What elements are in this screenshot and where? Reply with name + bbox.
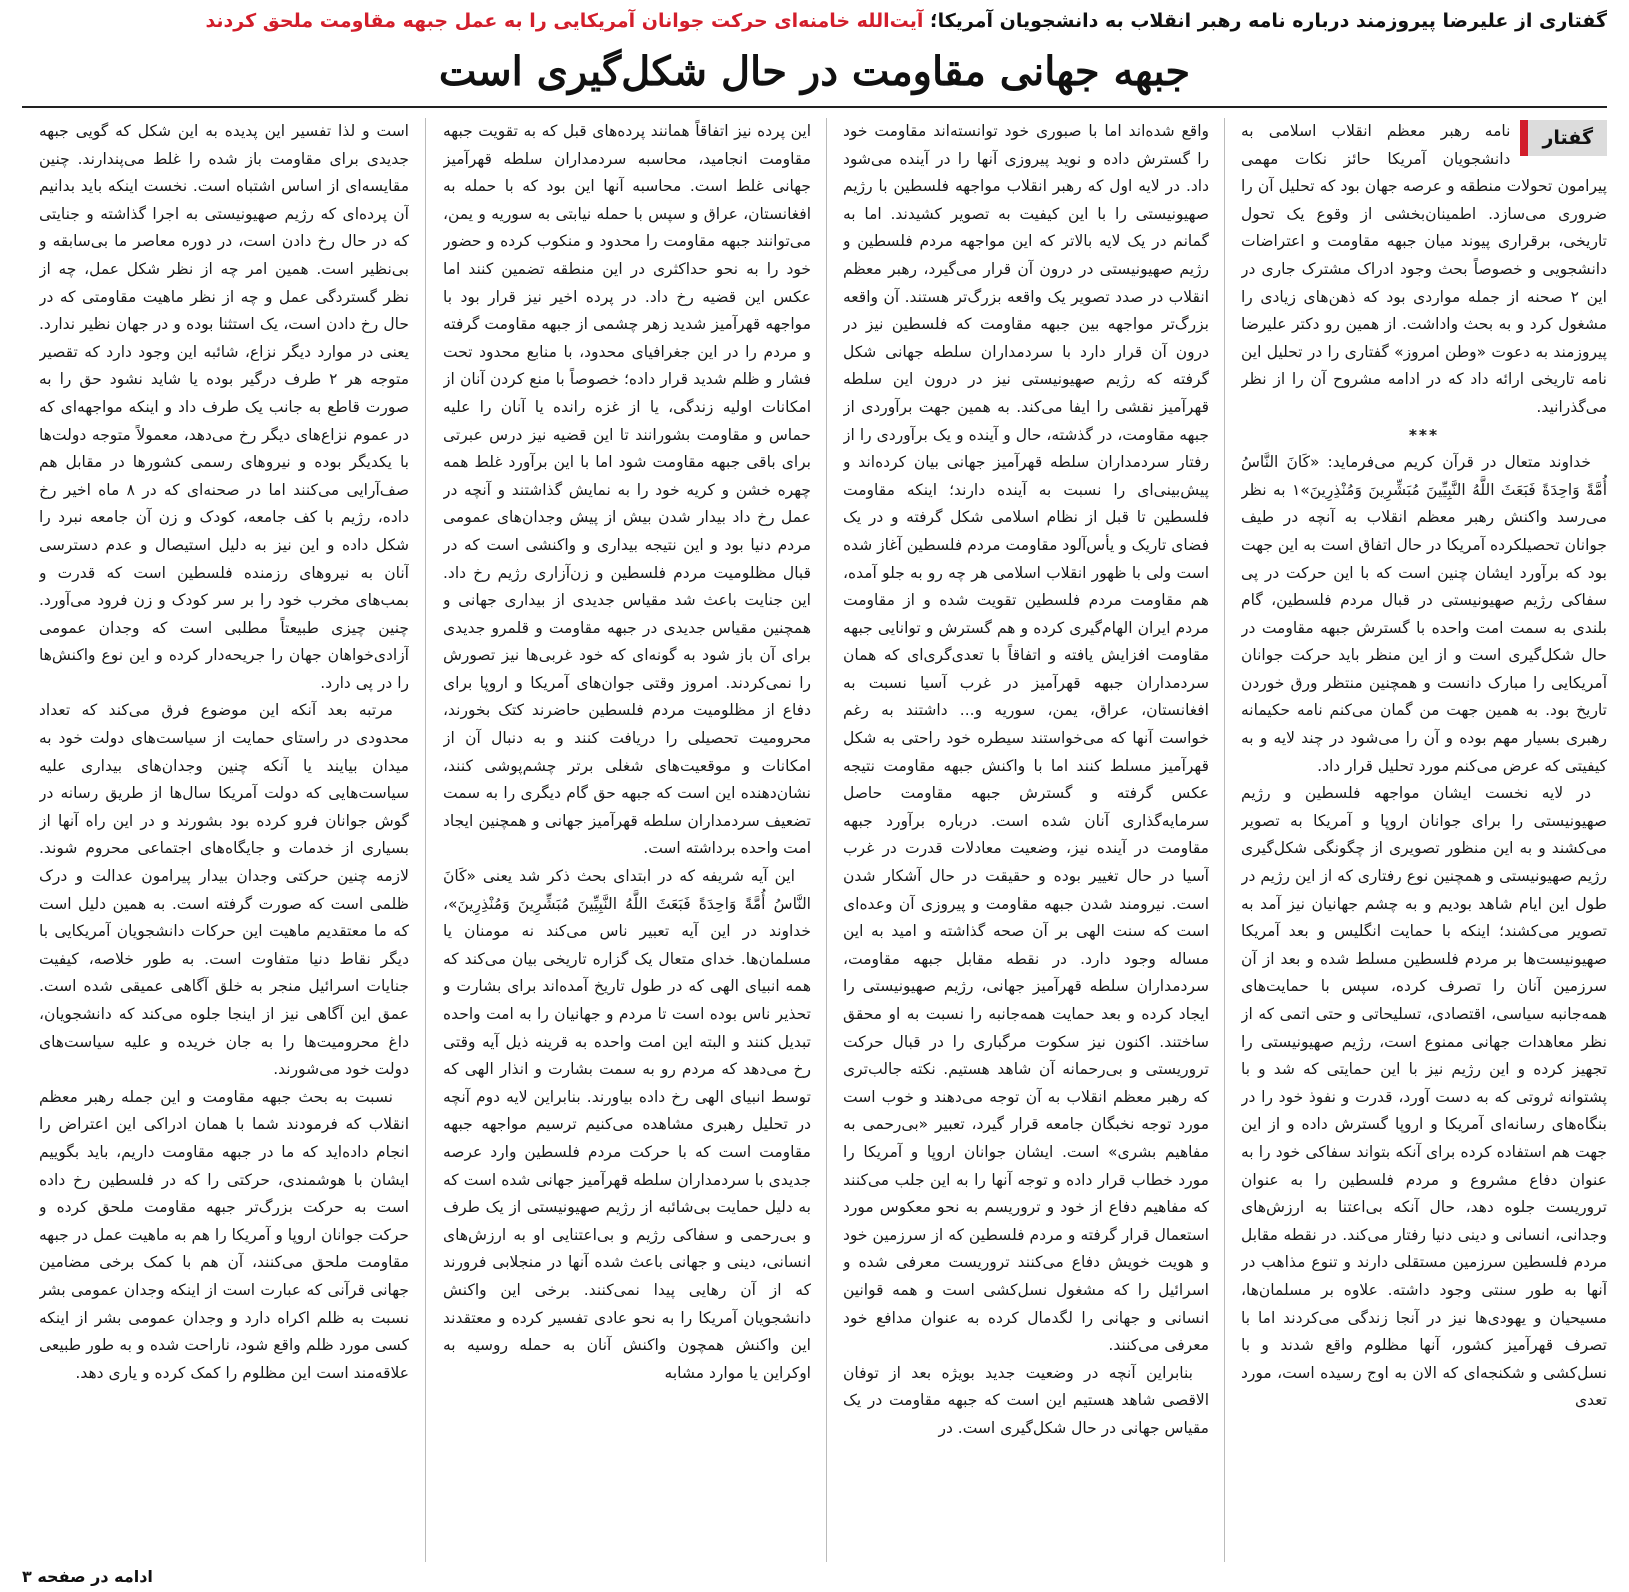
paragraph: در لایه نخست ایشان مواجهه فلسطین و رژیم صهیونیستی را برای جوانان اروپا و آمریکا به تصویر می‌کشند و به این منظور تصویری از چگونگی شکل‌گیری رژیم صهیونیستی و همچنین نوع رفتاری که از این رژیم در طول این ایام شاهد بودیم و به چشم جهانیان نیز آمد به تصویر می‌کشند؛ اینکه با حمایت انگلیس و بعد آمریکا صهیونیست‌ها بر مردم فلسطین مسلط شده و بعد از آن سرزمین آنان را تصرف کرده، سپس با حمایت‌های همه‌جانبه سیاسی، اقتصادی، تسلیحاتی و حتی اتمی که از نظر معاهدات جهانی ممنوع است، رژیم صهیونیستی را تجهیز کرده و این رژیم نیز با این حمایتی که شد و با پشتوانه ثروتی که به دست آورد، قدرت و نفوذ خود را در بنگاه‌های رسانه‌ای آمریکا و اروپا گسترش داده و از این جهت هم استفاده کرده برای آنکه بتواند سفاکی خود را به عنوان دفاع مشروع و مردم فلسطین را به عنوان تروریست جلوه دهد، حال آنکه بی‌اعتنا به ارزش‌های وجدانی، انسانی و دینی دنیا رفتار می‌کند. در نقطه مقابل مردم فلسطین سرزمین مستقلی دارند و تنوع مذاهب در آنها به طور سنتی وجود داشته. علاوه بر مسلمان‌ها، مسیحیان و یهودی‌ها نیز در آنجا زندگی می‌کردند اما با تصرف قهرآمیز کشور، آنها مظلوم واقع شدند و با نسل‌کشی و شکنجه‌ای که الان به اوج رسیده است، مورد تعدی xyxy=(1241,784,1607,1410)
paragraph: بنابراین آنچه در وضعیت جدید بویژه بعد از توفان الاقصی شاهد هستیم این است که جبهه مقاومت در یک مقیاس جهانی در حال شکل‌گیری است. در xyxy=(843,1363,1209,1437)
kicker-line xyxy=(22,6,1607,36)
headline-rule xyxy=(22,106,1607,108)
paragraph: این پرده نیز اتفاقاً همانند پرده‌های قبل که به تقویت جبهه مقاومت انجامید، محاسبه سردمداران سلطه قهرآمیز جهانی غلط است. محاسبه آنها این بود که با حمله به افغانستان، عراق و سپس با حمله نیابتی به سوریه و یمن، می‌توانند جبهه مقاومت را محدود و منکوب کرده و حضور خود را به نحو حداکثری در این منطقه تضمین کنند اما عکس این قضیه رخ داد. در پرده اخیر نیز قرار بود با مواجهه قهرآمیز شدید زهر چشمی از جبهه مقاومت گرفته و مردم را در این جغرافیای محدود، با منابع محدود تحت فشار و ظلم شدید قرار داده؛ خصوصاً با منع کردن آنان از امکانات اولیه زندگی، یا از غزه رانده یا آنان را علیه حماس و مقاومت بشورانند تا این قضیه نیز درس عبرتی برای باقی جبهه مقاومت شود اما با این برآورد غلط همه چهره خشن و کریه خود را به نمایش گذاشتند و آنچه در عمل رخ داد بیدار شدن بیش از پیش وجدان‌های عمومی مردم دنیا بود و این نتیجه بیداری و واکنشی است که در قبال مظلومیت مردم فلسطین و زن‌آزاری رژیم رخ داد. این جنایت باعث شد مقیاس جدیدی از بیداری جهانی و همچنین مقیاس جدیدی در جبهه مقاومت و قلمرو جدیدی برای آن باز شود به گونه‌ای که خود غربی‌ها نیز تصورش را نمی‌کردند. امروز وقتی جوان‌های آمریکا و اروپا برای دفاع از مظلومیت مردم فلسطین حاضرند کتک بخورند، محرومیت تحصیلی را دریافت کنند و به دنبال آن از امکانات و موقعیت‌های شغلی برتر چشم‌پوشی کنند، نشان‌دهنده این است که جبهه حق گام دیگری را به سمت تضعیف سردمداران سلطه قهرآمیز جهانی و همچنین ایجاد امت واحده برداشته است. xyxy=(443,122,811,858)
article-column-1 xyxy=(1241,118,1607,1562)
paragraph: خداوند متعال در قرآن کریم می‌فرماید: «کَانَ النَّاسُ أُمَّةً وَاحِدَةً فَبَعَثَ اللَّهُ النَّبِيِّينَ مُبَشِّرِينَ وَمُنْذِرِينَ»۱ به نظر می‌رسد واکنش رهبر معظم انقلاب به آنچه در طیف جوانان تحصیلکرده آمریکا در حال اتفاق است به این جهت بود که برآورد ایشان چنین است که با این حرکت در پی سفاکی رژیم صهیونیستی در قبال مردم فلسطین، گام بلندی به سمت امت واحده با گسترش جبهه مقاومت در حال شکل‌گیری است و از این منظر باید حرکت جوانان آمریکایی را مبارک دانست و همچنین منتظر ورق خوردن تاریخ بود. به همین جهت من گمان می‌کنم نامه حکیمانه رهبری بسیار مهم بوده و آن را می‌شود در چند لایه و به کیفیتی که عرض می‌کنم مورد تحلیل قرار داد. xyxy=(1241,453,1607,775)
paragraph: نسبت به بحث جبهه مقاومت و این جمله رهبر معظم انقلاب که فرمودند شما با همان ادراکی این اعتراض را انجام داده‌اید که ما در جبهه مقاومت داریم، باید بگوییم ایشان با هوشمندی، حرکتی را که در فلسطین رخ داده است به حرکت بزرگ‌تر جبهه مقاومت ملحق کرده و حرکت جوانان اروپا و آمریکا را هم به ماهیت عمل در جبهه مقاومت ملحق می‌کنند، آن هم با کمک برخی مضامین جهانی قرآنی که عبارت است از اینکه وجدان عمومی بشر نسبت به ظلم اکراه دارد و وجدان عمومی بشر از اینکه کسی مورد ظلم واقع شود، ناراحت شده و به طور طبیعی علاقه‌مند است این مظلوم را کمک کرده و یاری دهد. xyxy=(39,1087,409,1382)
paragraph: این آیه شریفه که در ابتدای بحث ذکر شد یعنی «کَانَ النَّاسُ أُمَّةً وَاحِدَةً فَبَعَثَ اللَّهُ النَّبِيِّينَ مُبَشِّرِينَ وَمُنْذِرِينَ»، خداوند در این آیه تعبیر ناس می‌کند نه مومنان یا مسلمان‌ها. خدای متعال یک گزاره تاریخی بیان می‌کند که همه انبیای الهی که در طول تاریخ آمده‌اند برای بشارت و تحذیر ناس بوده است تا مردم و جهانیان را به امت واحده تبدیل کنند و البته این امت واحده به قرینه ذیل آیه وقتی رخ می‌دهد که مردم رو به سمت بشارت و انذار الهی که توسط انبیای الهی رخ داده بیاورند. بنابراین لایه دوم آنچه در تحلیل رهبری مشاهده می‌کنیم ترسیم مواجهه جبهه مقاومت است که با حرکت مردم فلسطین وارد عرصه جدیدی با سردمداران سلطه قهرآمیز جهانی شده است که به دلیل حمایت بی‌شائبه از رژیم صهیونیستی از یک طرف و بی‌رحمی و سفاکی رژیم و بی‌اعتنایی او به ارزش‌های انسانی، دینی و جهانی باعث شده آنها در منجلابی فرورند که از آن رهایی پیدا نمی‌کنند. برخی این واکنش دانشجویان آمریکا را به نحو عادی تفسیر کرده و معتقدند این واکنش همچون واکنش آنان به حمله روسیه به اوکراین یا موارد مشابه xyxy=(443,867,811,1382)
section-badge-bar xyxy=(1520,120,1528,156)
column-divider xyxy=(1224,118,1225,1562)
column-divider xyxy=(826,118,827,1562)
column-divider xyxy=(425,118,426,1562)
section-badge-label: گفتار xyxy=(1528,120,1607,156)
paragraph: مرتبه بعد آنکه این موضوع فرق می‌کند که تعداد محدودی در راستای حمایت از سیاست‌های دولت خود به میدان بیایند یا آنکه چنین وجدان‌های بیداری علیه سیاست‌هایی که دولت آمریکا سال‌ها از طریق رسانه در گوش جوانان فرو کرده بود بشورند و در این راه آنها از بسیاری از خدمات و جایگاه‌های اجتماعی محروم شوند. لازمه چنین حرکتی وجدان بیدار پیرامون عدالت و درک ظلمی است که صورت گرفته است. به همین دلیل است که ما معتقدیم ماهیت این حرکات دانشجویان آمریکایی با دیگر نقاط دنیا متفاوت است. به طور خلاصه، کیفیت جنایات اسرائیل منجر به خلق آگاهی عمیقی شده است. عمق این آگاهی نیز از اینجا جلوه می‌کند که دانشجویان، داغ محرومیت‌ها را به جان خریده و علیه سیاست‌های دولت خود می‌شورند. xyxy=(39,701,409,1079)
intro-paragraph: نامه رهبر معظم انقلاب اسلامی به دانشجویان آمریکا حائز نکات مهمی پیرامون تحولات منطقه و عرصه جهان بود که تحلیل آن را ضروری می‌سازد. اطمینان‌بخشی از وقوع یک تحول تاریخی، برقراری پیوند میان جبهه مقاومت و اعتراضات دانشجویی و خصوصاً بحث وجود ادراک مشترک جاری در این ۲ صحنه از جمله مواردی بود که ذهن‌های زیادی را مشغول کرد و به بحث واداشت. از همین رو دکتر علیرضا پیروزمند به دعوت «وطن امروز» گفتاری را در تحلیل این نامه تاریخی ارائه داد که در ادامه مشروح آن را از نظر می‌گذرانید. xyxy=(1241,122,1607,416)
section-badge xyxy=(1520,120,1607,156)
paragraph: است و لذا تفسیر این پدیده به این شکل که گویی جبهه جدیدی برای مقاومت باز شده را غلط می‌پندارند. چنین مقایسه‌ای از اساس اشتباه است. نخست اینکه باید بدانیم آن پرده‌ای که رژیم صهیونیستی به اجرا گذاشته و جنایتی که در حال رخ دادن است، در دوره معاصر ما بی‌سابقه و بی‌نظیر است. همین امر چه از نظر شکل عمل، چه از نظر گستردگی عمل و چه از نظر ماهیت مقاومتی که در حال رخ دادن است، یک استثنا بوده و در جهان نظیر ندارد. یعنی در موارد دیگر نزاع، شائبه این وجود دارد که تقصیر متوجه هر ۲ طرف درگیر بوده یا شاید نشود حق را به صورت قاطع به جانب یک طرف داد و اینکه مواجهه‌ای که در عموم نزاع‌های دیگر رخ می‌دهد، معمولاً متوجه دولت‌ها با یکدیگر بوده و نیروهای رسمی کشورها در مقابل هم صف‌آرایی می‌کنند اما در صحنه‌ای که در ۸ ماه اخیر رخ داده، رژیم با کف جامعه، کودک و زن آن جامعه نبرد را شکل داده و این نیز به دلیل استیصال و عدم دسترسی آنان به نیروهای رزمنده فلسطین است که قدرت و بمب‌های مخرب خود را بر سر کودک و زن فرود می‌آورد. چنین چیزی طبیعتاً مطلبی است که وجدان عمومی آزادی‌خواهان جهان را جریحه‌دار کرده و این نوع واکنش‌ها را در پی دارد. xyxy=(39,122,409,692)
continue-note: ادامه در صفحه ۳ xyxy=(22,1567,153,1586)
headline: جبهه جهانی مقاومت در حال شکل‌گیری است xyxy=(438,48,1191,95)
paragraph: واقع شده‌اند اما با صبوری خود توانسته‌اند مقاومت خود را گسترش داده و نوید پیروزی آنها را در آینده می‌شود داد. در لایه اول که رهبر انقلاب مواجهه فلسطین با رژیم صهیونیستی را با این کیفیت به تصویر کشیدند. اما به گمانم در یک لایه بالاتر که این مواجهه مردم فلسطین و رژیم صهیونیستی در درون آن قرار می‌گیرد، رهبر معظم انقلاب در صدد تصویر یک واقعه بزرگ‌تر هستند. آن واقعه بزرگ‌تر مواجهه بین جبهه مقاومت که فلسطین نیز در درون آن قرار دارد با سردمداران سلطه جهانی شکل گرفته که رژیم صهیونیستی نیز در درون این سلطه قهرآمیز نقشی را ایفا می‌کند. به همین جهت برآوردی از جبهه مقاومت، در گذشته، حال و آینده و یک برآوردی را از رفتار سردمداران سلطه قهرآمیز جهانی بیان کرده‌اند و پیش‌بینی‌ای را نسبت به آینده دارند؛ اینکه مقاومت فلسطین تا قبل از نظام اسلامی شکل گرفته و در یک فضای تاریک و یأس‌آلود مقاومت مردم فلسطین آغاز شده است ولی با ظهور انقلاب اسلامی هر چه رو به جلو آمده، هم مقاومت مردم فلسطین تقویت شده و از مقاومت مردم ایران الهام‌گیری کرده و هم گسترش و توانایی جبهه مقاومت افزایش یافته و اتفاقاً با تعدی‌گری‌ای که همان سردمداران جبهه قهرآمیز در غرب آسیا نسبت به افغانستان، عراق، یمن، سوریه و... داشتند به رغم خواست آنها که می‌خواستند سیطره خود راحتی به شکل قهرآمیز مسلط کنند اما با واکنش جبهه مقاومت نتیجه عکس گرفته و گسترش جبهه مقاومت حاصل سرمایه‌گذاری آنان شده است. درباره برآورد جبهه مقاومت در آینده نیز، وضعیت معادلات قدرت در غرب آسیا در حال تغییر بوده و حقیقت در حال آشکار شدن است. نیرومند شدن جبهه مقاومت و پیروزی آن وعده‌ای است که سنت الهی بر آن صحه گذاشته و امید به این مساله وجود دارد. در نقطه مقابل جبهه مقاومت، سردمداران سلطه قهرآمیز جهانی، رژیم صهیونیستی را ایجاد کرده و بعد حمایت همه‌جانبه را نسبت به او محقق ساختند. اکنون نیز سکوت مرگباری را در قبال حرکت تروریستی و بی‌رحمانه آن شاهد هستیم. نکته جالب‌تری که رهبر معظم انقلاب به آن توجه می‌دهند و خوب است مورد توجه نخبگان جامعه قرار گیرد، تعبیر «بی‌رحمی به مفاهیم بشری» است. ایشان جوانان اروپا و آمریکا را مورد خطاب قرار داده و توجه آنها را به این جلب می‌کنند که مفاهیم دفاع از خود و تروریسم به نحو معکوس مورد استعمال قرار گرفته و مردم فلسطین که از سرزمین خود و هویت خویش دفاع می‌کنند تروریست معرفی شده و اسرائیل را که مشغول نسل‌کشی است و همه قوانین انسانی و جهانی را لگدمال کرده به عنوان مدافع خود معرفی می‌کنند. xyxy=(843,122,1209,1355)
kicker-highlight: آیت‌الله خامنه‌ای حرکت جوانان آمریکایی را به عمل جبهه مقاومت ملحق کردند xyxy=(205,10,924,32)
article-column-3 xyxy=(443,118,811,1562)
kicker-prefix: گفتاری از علیرضا پیروزمند درباره نامه رهبر انقلاب به دانشجویان آمریکا؛ xyxy=(929,10,1607,32)
article-column-4 xyxy=(39,118,409,1562)
section-separator: *** xyxy=(1408,425,1440,444)
article-column-2 xyxy=(843,118,1209,1562)
